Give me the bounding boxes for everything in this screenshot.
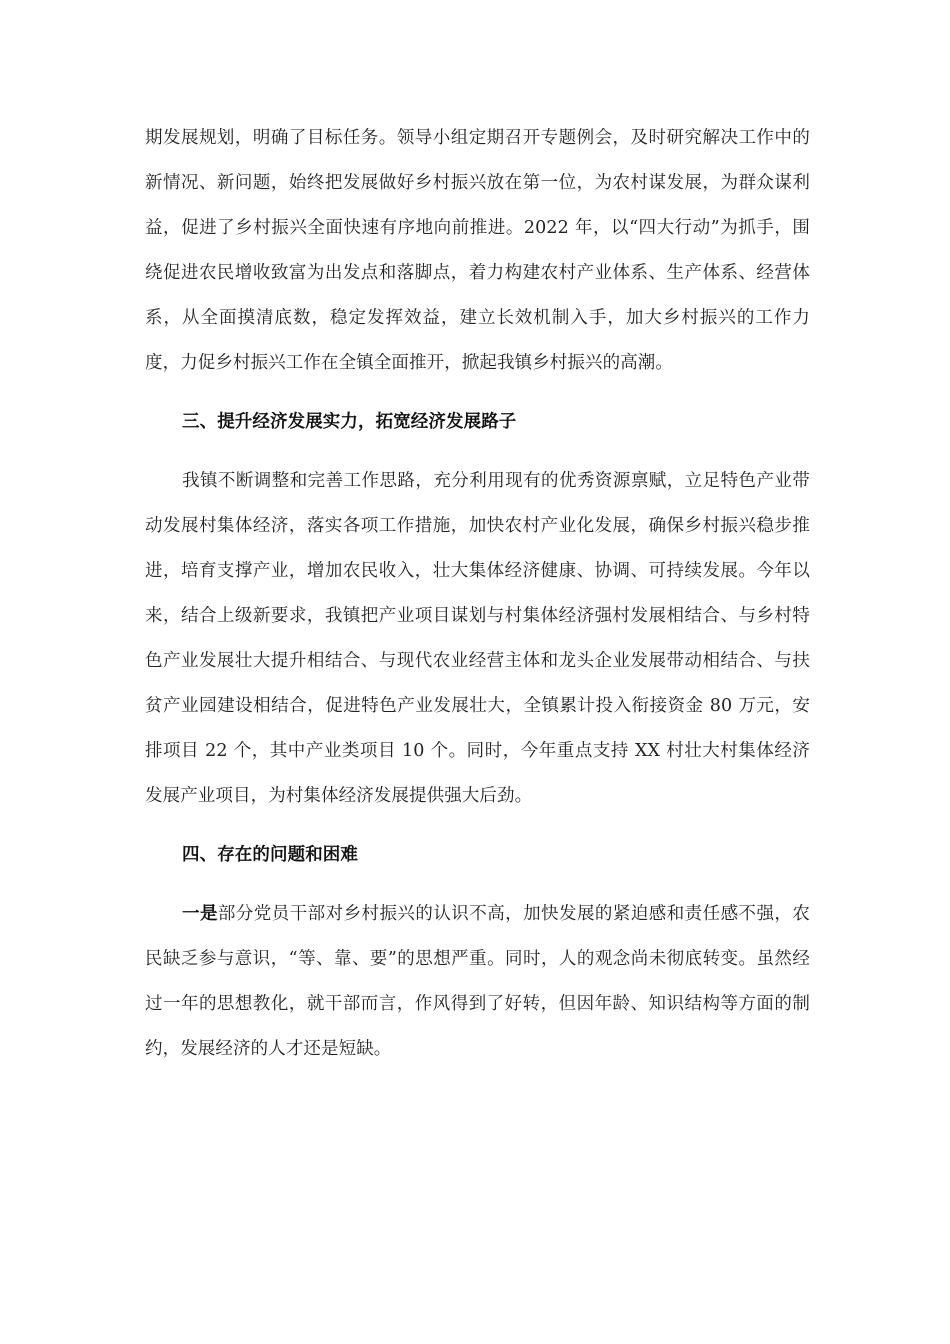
paragraph-spacer bbox=[145, 445, 810, 459]
paragraph-development-plan: 期发展规划，明确了目标任务。领导小组定期召开专题例会，及时研究解决工作中的新情况、新问题，始终把发展做好乡村振兴放在第一位，为农村谋发展，为群众谋利益，促进了乡村振兴全面快速有序地向前推进。2022 年，以“四大行动”为抓手，围绕促进农民增收致富为出发点和落脚点，着力构建农村产业体系、生产体系、经营体系，从全面摸清底数，稳定发挥效益，建立长效机制入手，加大乡村振兴的工作力度，力促乡村振兴工作在全镇全面推开，掀起我镇乡村振兴的高潮。 bbox=[145, 128, 810, 373]
section-heading-economic-strength: 三、提升经济发展实力，拓宽经济发展路子 bbox=[182, 412, 517, 432]
paragraph-economic-development: 我镇不断调整和完善工作思路，充分利用现有的优秀资源禀赋，立足特色产业带动发展村集体经济，落实各项工作措施，加快农村产业化发展，确保乡村振兴稳步推进，培育支撑产业，增加农民收入，壮大集体经济健康、协调、可持续发展。今年以来，结合上级新要求，我镇把产业项目谋划与村集体经济强村发展相结合、与乡村特色产业发展壮大提升相结合、与现代农业经营主体和龙头企业发展带动相结合、与扶贫产业园建设相结合，促进特色产业发展壮大，全镇累计投入衔接资金 80 万元，安排项目 22 个，其中产业类项目 10 个。同时，今年重点支持 XX 村壮大村集体经济发展产业项目，为村集体经济发展提供强大后劲。 bbox=[145, 471, 810, 806]
document-body bbox=[145, 116, 810, 1072]
paragraph-spacer bbox=[145, 819, 810, 833]
paragraph-problem-one bbox=[145, 892, 810, 1072]
paragraph-problem-one-text: 部分党员干部对乡村振兴的认识不高，加快发展的紧迫感和责任感不强，农民缺乏参与意识，“等、靠、要”的思想严重。同时，人的观念尚未彻底转变。虽然经过一年的思想教化，就干部而言，作风得到了好转，但因年龄、知识结构等方面的制约，发展经济的人才还是短缺。 bbox=[145, 904, 810, 1059]
paragraph-spacer bbox=[145, 386, 810, 400]
section-heading-problems: 四、存在的问题和困难 bbox=[182, 845, 358, 865]
paragraph-lead-label: 一是 bbox=[182, 904, 218, 924]
paragraph-spacer bbox=[145, 878, 810, 892]
